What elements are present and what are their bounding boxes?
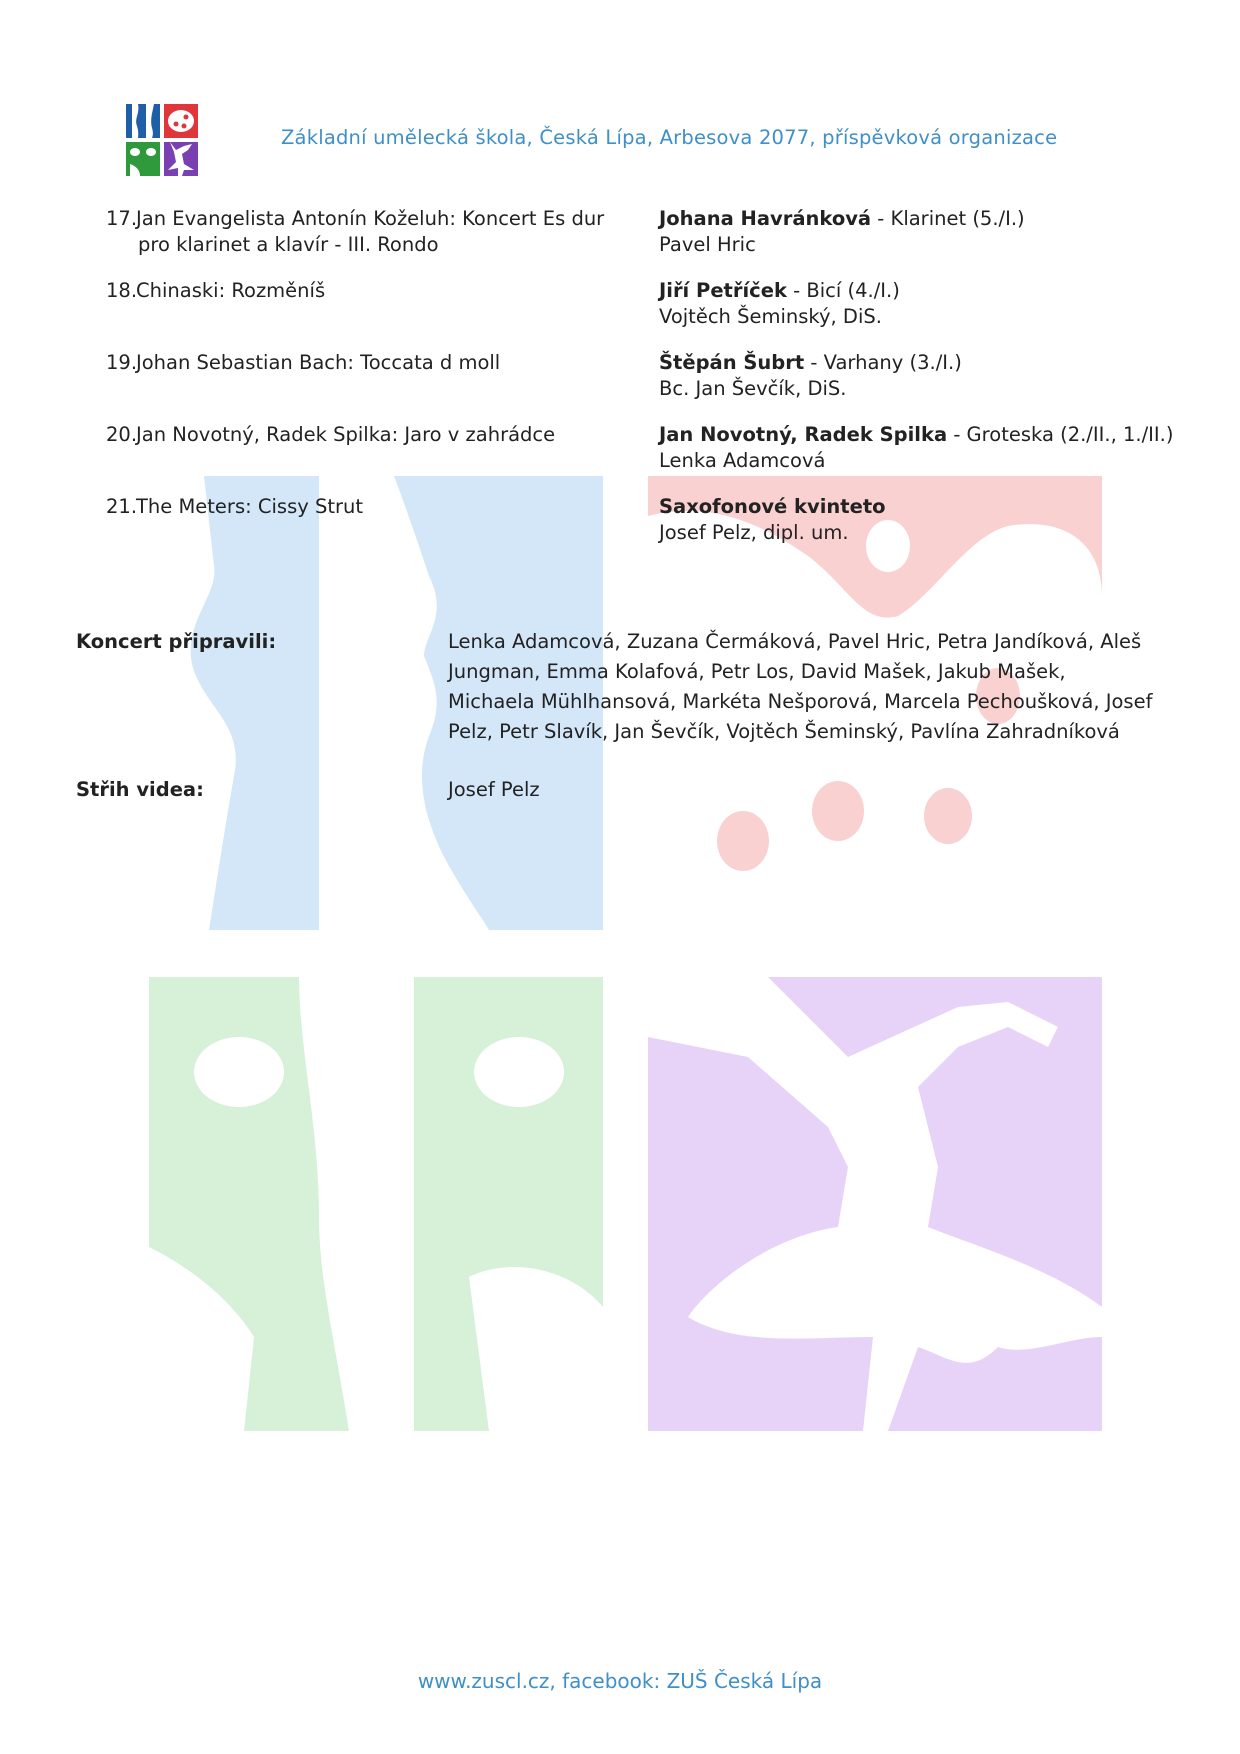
performer-detail: - Varhany (3./I.) (804, 351, 962, 374)
teacher-name: Bc. Jan Ševčík, DiS. (659, 377, 847, 400)
performer-name: Johana Havránková (659, 207, 872, 230)
teacher-name: Lenka Adamcová (659, 449, 826, 472)
footer-links: www.zuscl.cz, facebook: ZUŠ Česká Lípa (417, 1669, 823, 1693)
theatre-masks-icon (149, 977, 603, 1431)
program-item-number: 17. (106, 207, 138, 230)
teacher-name: Vojtěch Šeminský, DiS. (659, 305, 882, 328)
performer-detail: - Bicí (4./I.) (786, 279, 900, 302)
program-item-number: 18. (106, 279, 138, 302)
school-name-header: Základní umělecká škola, Česká Lípa, Arbesova 2077, příspěvková organizace (281, 126, 1058, 149)
drama-watermark-tile (149, 977, 603, 1431)
ballerina-silhouette-icon (648, 977, 1102, 1431)
video-edit-name: Josef Pelz (448, 778, 540, 801)
performer-name: Štěpán Šubrt (659, 351, 805, 374)
piece-title: The Meters: Cissy Strut (136, 495, 364, 518)
dance-watermark-tile (648, 977, 1102, 1431)
teacher-name: Pavel Hric (659, 233, 756, 256)
performer-name: Jan Novotný, Radek Spilka (659, 423, 948, 446)
prepared-by-label: Koncert připravili: (76, 630, 277, 653)
piece-title-continuation: pro klarinet a klavír - III. Rondo (138, 233, 439, 256)
performer-detail: - Groteska (2./II., 1./II.) (947, 423, 1174, 446)
piece-title: Jan Evangelista Antonín Koželuh: Koncert Es dur (136, 207, 605, 230)
piece-title: Chinaski: Rozměníš (136, 279, 326, 302)
performer-detail: - Klarinet (5./I.) (871, 207, 1025, 230)
piece-title: Johan Sebastian Bach: Toccata d moll (136, 351, 501, 374)
program-item-number: 19. (106, 351, 138, 374)
program-item-number: 20. (106, 423, 138, 446)
teacher-name: Josef Pelz, dipl. um. (659, 521, 849, 544)
program-item-number: 21. (106, 495, 138, 518)
piece-title: Jan Novotný, Radek Spilka: Jaro v zahrádce (136, 423, 556, 446)
school-logo (126, 104, 198, 176)
performer-name: Jiří Petříček (659, 279, 787, 302)
performer-name: Saxofonové kvinteto (659, 495, 886, 518)
video-edit-label: Střih videa: (76, 778, 204, 801)
prepared-by-names: Lenka Adamcová, Zuzana Čermáková, Pavel Hric, Petra Jandíková, Aleš Jungman, Emma Kolafová, Petr Los, David Mašek, Jakub Mašek, Michaela Mühlhansová, Markéta Nešporová, Marcela Pechoušková, Josef Pelz, Petr Slavík, Jan Ševčík, Vojtěch Šeminský, Pavlína Zahradníková (448, 630, 1153, 743)
